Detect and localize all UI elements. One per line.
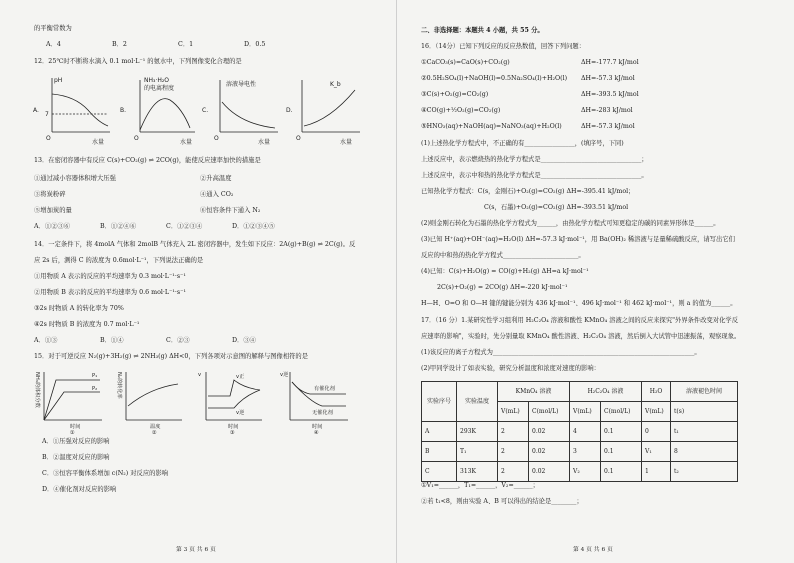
q12-d-curve: [304, 90, 355, 126]
experiment-table: [421, 381, 738, 482]
q15-g1-p2-label: P₂: [92, 386, 98, 392]
q15-g3-xlabel: 时间: [228, 424, 239, 430]
q14-stem-b: 应 2s 后，测得 C 的浓度为 0.6mol·L⁻¹，下列说法正确的是: [34, 257, 204, 264]
q15-g1-ylabel: NH₃的体积分数: [34, 372, 40, 408]
q13-opt-c: C．①②③④: [166, 223, 203, 230]
q12-a-label: A.: [33, 107, 39, 114]
cell: 313K: [457, 462, 498, 482]
q12-d-label: D.: [286, 107, 293, 114]
cell: 2: [498, 462, 529, 482]
q16-p3a: (3)已知 H⁺(aq)+OH⁻(aq)=H₂O(l) ΔH=-57.3 kJ·mol⁻¹，用 Ba(OH)₂ 稀溶液与足量稀硫酸反应，请写出它们: [421, 236, 735, 243]
th-h2c2o4: H₂C₂O₄ 溶液: [570, 382, 642, 402]
q11-options: [46, 41, 310, 49]
th-no: 实验序号: [422, 382, 457, 422]
th-sub: C(mol/L): [601, 402, 642, 422]
cell: V₁: [642, 442, 671, 462]
eq-2-dh: ΔH=-57.3 kJ/mol: [581, 75, 635, 82]
th-sub: V(mL): [570, 402, 601, 422]
q12-graphs: [30, 72, 370, 152]
q17-stem-b: 应速率的影响"，实验时，先分别量取 KMnO₄ 酸性溶液、H₂C₂O₄ 溶液，然后倒入大试管中迅速振荡，观察现象。: [421, 333, 741, 340]
cell: 0.02: [529, 462, 570, 482]
q12-b-curve: [140, 99, 190, 130]
q14-stem: 14．一定条件下，将 4molA 气体和 2molB 气体充入 2L 密闭容器中，发生如下反应：2A(g)+B(g) ⇌ 2C(g)。反: [34, 241, 356, 248]
q15-g4-num: ④: [314, 430, 319, 434]
q13-opt-d: D．①②③④⑤: [232, 223, 275, 230]
q15-g2-num: ②: [152, 430, 157, 434]
eq-3: ③C(s)+O₂(g)=CO₂(g): [421, 91, 489, 98]
q11-opt-a: A．4: [46, 41, 61, 48]
q15-g2-xlabel: 温度: [150, 424, 161, 430]
q15-opt-c: C．③恒容平衡体系增加 c(N₂) 对反应的影响: [42, 470, 169, 477]
eq-5: ⑤HNO₃(aq)+NaOH(aq)=NaNO₃(aq)+H₂O(l): [421, 123, 562, 130]
cell: 2: [498, 442, 529, 462]
q13-item-2: ②升高温度: [200, 175, 232, 182]
q15-opt-d: D．④催化剂对反应的影响: [42, 486, 117, 493]
q15-g1-xlabel: 时间: [70, 424, 81, 430]
table-row: [422, 422, 738, 442]
cell: 0.02: [529, 422, 570, 442]
q17-stem-a: 17．（16 分）1.某研究性学习组利用 H₂C₂O₄ 溶液和酸性 KMnO₄ 溶液之间的反应来探究"外界条件改变对化学反: [421, 317, 739, 324]
q12-c-origin: O: [214, 135, 219, 142]
page-right: [397, 0, 794, 563]
th-kmno4: KMnO₄ 溶液: [498, 382, 570, 402]
cell: C: [422, 462, 457, 482]
q16-p1c: 上述反应中，表示中和热的热化学方程式是________________________________。: [421, 172, 648, 179]
q12-b-ylabel2: 的电离程度: [144, 85, 175, 92]
q15-g4-ylabel: v逆: [280, 372, 289, 378]
q12-d-ylabel: K_b: [330, 81, 341, 88]
cell: V₂: [570, 462, 601, 482]
q16-stem: 16．（14分）已知下列反应的反应热数值，回答下列问题：: [421, 43, 586, 50]
q12-b-ylabel1: NH₃·H₂O: [144, 77, 169, 84]
q11-opt-d: D．0.5: [244, 41, 266, 48]
q12-b-xlabel: 水量: [180, 139, 193, 146]
q14-item-3: ③2s 时物质 A 的转化率为 70%: [34, 305, 124, 312]
q13-opt-b: B．①②④⑥: [100, 223, 137, 230]
q16-p3b: 反应的中和热的热化学方程式________________________。: [421, 252, 585, 259]
cell: 0.02: [529, 442, 570, 462]
cell: 0.1: [601, 442, 642, 462]
th-sub: C(mol/L): [529, 402, 570, 422]
q12-c-curve: [222, 102, 275, 128]
q12-a-xlabel: 水量: [92, 139, 105, 146]
q11-opt-b: B．2: [112, 41, 127, 48]
q16-p2b: C(s，石墨)+O₂(g)=CO₂(g) ΔH=-393.51 kJ/mol: [484, 204, 629, 211]
q14-options: [34, 337, 298, 345]
cell: 4: [570, 422, 601, 442]
q15-g4-xlabel: 时间: [312, 424, 323, 430]
q15-g4-nocat-label: 无催化剂: [312, 410, 333, 416]
eq-4: ④CO(g)+½O₂(g)=CO₂(g): [421, 107, 501, 114]
table-row: [422, 442, 738, 462]
cell: 0.1: [601, 422, 642, 442]
q14-opt-c: C．②③: [166, 337, 190, 344]
cell: 0: [642, 422, 671, 442]
q15-g3-ylabel: v: [198, 372, 202, 378]
table-header-row: [422, 382, 738, 402]
q17-p1: (1)该反应的离子方程式为________________________________________________________________。: [421, 349, 701, 356]
eq-2: ②0.5H₂SO₄(l)+NaOH(l)=0.5Na₂SO₄(l)+H₂O(l): [421, 75, 568, 82]
q16-p4b: 2C(s)+O₂(g) = 2CO(g) ΔH=-220 kJ·mol⁻¹: [437, 284, 568, 291]
q13-item-4: ④通入 CO₂: [200, 191, 234, 198]
th-temp: 实验温度: [457, 382, 498, 422]
table-row: [422, 462, 738, 482]
q15-g1-p2: [44, 392, 100, 420]
q13-item-5: ⑤增加炭的量: [34, 207, 72, 214]
q15-g3-vr-label: v逆: [236, 410, 245, 416]
cell: B: [422, 442, 457, 462]
q16-p4a: (4)已知：C(s)+H₂O(g) = CO(g)+H₂(g) ΔH=a kJ·mol⁻¹: [421, 268, 589, 275]
q16-p1: (1)上述热化学方程式中，不正确的有________________，(填序号，下同): [421, 140, 624, 147]
q14-opt-a: A．①③: [34, 337, 58, 344]
th-time: 溶液褪色时间: [671, 382, 738, 402]
cell: A: [422, 422, 457, 442]
q13-item-3: ③将炭粉碎: [34, 191, 66, 198]
eq-3-dh: ΔH=-393.5 kJ/mol: [581, 91, 639, 98]
q13-item-6: ⑥恒容条件下通入 N₂: [200, 207, 261, 214]
th-sub: V(mL): [498, 402, 529, 422]
q15-graphs: [30, 366, 375, 434]
eq-4-dh: ΔH=-283 kJ/mol: [581, 107, 633, 114]
cell: 3: [570, 442, 601, 462]
q11-opt-c: C．1: [178, 41, 194, 48]
q12-a-tick: 7: [45, 111, 49, 118]
q12-b-label: B.: [120, 107, 127, 114]
cell: 8: [671, 442, 738, 462]
q12-b-origin: O: [134, 135, 139, 142]
cell: t₂: [671, 462, 738, 482]
section-heading: 二、非选择题：本题共 4 小题，共 55 分。: [421, 27, 544, 34]
q14-opt-d: D．③④: [232, 337, 256, 344]
eq-1: ①CaCO₃(s)=CaO(s)+CO₂(g): [421, 59, 510, 66]
q16-p4c: H—H、O=O 和 O—H 键的键能分别为 436 kJ·mol⁻¹、496 kJ·mol⁻¹ 和 462 kJ·mol⁻¹，则 a 的值为______。: [421, 300, 737, 307]
q12-c-label: C.: [202, 107, 209, 114]
q15-g2-ylabel: N₂的转化率: [116, 372, 122, 399]
q12-a-ylabel: pH: [54, 77, 63, 84]
q15-g3-vr: [208, 390, 260, 408]
q15-opt-a: A．①压强对反应的影响: [42, 438, 110, 445]
q15-g3-vf-label: v正: [236, 374, 245, 380]
q17-p2-sub1: ①V₁=______，T₁=______，V₂=______；: [421, 482, 539, 489]
th-sub: t(s): [671, 402, 738, 422]
page-number-right: 第 4 页 共 6 页: [573, 547, 613, 554]
q13-opt-a: A．①②③⑥: [34, 223, 71, 230]
q12-stem: 12．25℃时不断将水滴入 0.1 mol·L⁻¹ 的氨水中，下列图像变化合理的是: [34, 58, 242, 65]
q14-item-2: ②用物质 B 表示的反应的平均速率为 0.6 mol·L⁻¹·s⁻¹: [34, 289, 186, 296]
q14-opt-b: B．①④: [100, 337, 124, 344]
cell: T₁: [457, 442, 498, 462]
q12-a-origin: O: [46, 135, 51, 142]
q15-opt-b: B．②温度对反应的影响: [42, 454, 110, 461]
q15-stem: 15．对于可逆反应 N₂(g)+3H₂(g) ⇌ 2NH₃(g) ΔH<0，下列各项对示意图的解释与图像相符的是: [34, 353, 309, 360]
cell: 293K: [457, 422, 498, 442]
q15-g2-curve: [128, 384, 178, 406]
q13-item-1: ①通过减小容器体积增大压强: [34, 175, 116, 182]
q12-a-curve: [52, 94, 108, 126]
q12-c-ylabel: 溶液导电性: [226, 81, 257, 88]
q12-d-xlabel: 水量: [340, 139, 353, 146]
q16-p2c: (2)则金刚石转化为石墨的热化学方程式为______，由热化学方程式可知更稳定的碳的同素异形体是______。: [421, 220, 720, 227]
page-number-left: 第 3 页 共 6 页: [176, 547, 216, 554]
eq-1-dh: ΔH=-177.7 kJ/mol: [581, 59, 639, 66]
cell: 2: [498, 422, 529, 442]
q17-p2-sub2: ②若 t₁<8，则由实验 A、B 可以得出的结论是________；: [421, 498, 583, 505]
q15-g4-cat-label: 有催化剂: [314, 386, 335, 392]
cell: 1: [642, 462, 671, 482]
q15-g1-p1-label: P₁: [92, 373, 98, 379]
q16-p1b: 上述反应中，表示燃烧热的热化学方程式是________________________________；: [421, 156, 648, 163]
cell: 0.1: [601, 462, 642, 482]
q16-p2a: 已知热化学方程式：C(s，金刚石)+O₂(g)=CO₂(g) ΔH=-395.41 kJ/mol；: [421, 188, 635, 195]
eq-5-dh: ΔH=-57.3 kJ/mol: [581, 123, 635, 130]
q14-item-1: ①用物质 A 表示的反应的平均速率为 0.3 mol·L⁻¹·s⁻¹: [34, 273, 186, 280]
cell: t₁: [671, 422, 738, 442]
q17-p2: (2)甲同学设计了如表实验，研究分析温度和浓度对速度的影响：: [421, 365, 600, 372]
q15-g1-num: ①: [70, 430, 75, 434]
q12-c-xlabel: 水量: [258, 139, 271, 146]
q11-tail: 的平衡常数为: [34, 25, 72, 32]
q12-d-origin: O: [296, 135, 301, 142]
q14-item-4: ④2s 时物质 B 的浓度为 0.7 mol·L⁻¹: [34, 321, 140, 328]
q15-g3-num: ③: [230, 430, 235, 434]
th-sub: V(mL): [642, 402, 671, 422]
q13-stem: 13．在密闭容器中有反应 C(s)+CO₂(g) ⇌ 2CO(g)，能使反应速率加快的措施是: [34, 157, 261, 164]
q13-options: [34, 223, 298, 231]
th-h2o: H₂O: [642, 382, 671, 402]
